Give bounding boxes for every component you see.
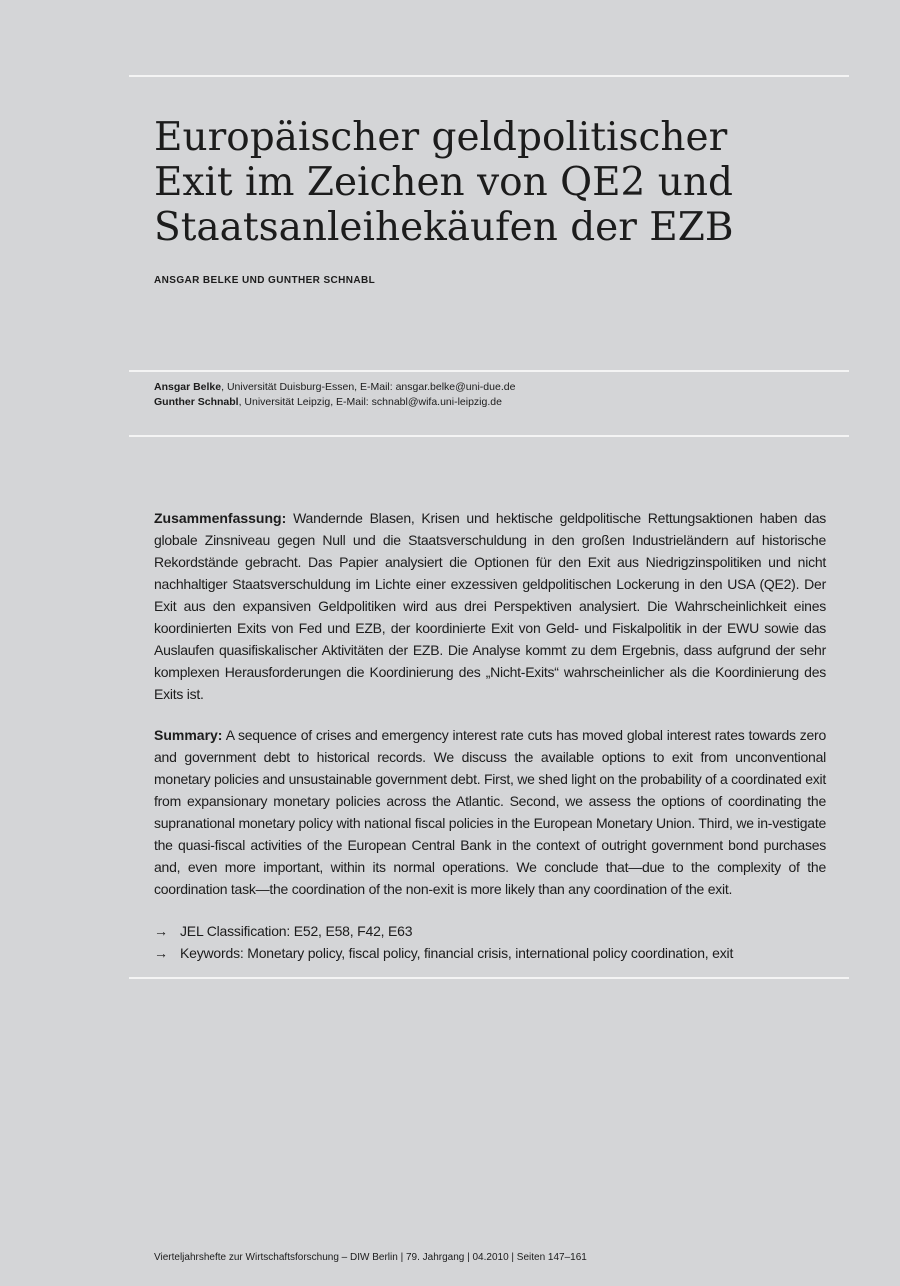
- affiliation-top-divider: [129, 370, 849, 372]
- jel-classification: [154, 920, 733, 942]
- author-byline: ANSGAR BELKE UND GUNTHER SCHNABL: [154, 275, 376, 286]
- arrow-right-icon: →: [154, 945, 168, 961]
- title-line-3: Staatsanleihekäufen der EZB: [154, 205, 734, 250]
- paper-title: [154, 115, 844, 250]
- top-divider: [129, 75, 849, 77]
- abstract-german-label: Zusammenfassung:: [154, 510, 287, 526]
- abstract-english: [154, 724, 826, 900]
- affiliations: [154, 380, 515, 410]
- jel-classification-text: JEL Classification: E52, E58, F42, E63: [180, 923, 413, 939]
- abstract-german: [154, 507, 826, 705]
- arrow-right-icon: →: [154, 923, 168, 939]
- title-line-2: Exit im Zeichen von QE2 und: [154, 160, 733, 205]
- affiliation-2: [154, 395, 515, 410]
- title-line-1: Europäischer geldpolitischer: [154, 115, 728, 160]
- abstract-german-text: Wandernde Blasen, Krisen und hektische geldpolitische Rettungsaktionen haben das globale Zinsniveau gegen Null und die Staatsverschuldung in den großen Industrieländern auf historische Rekordstände gebracht. Das Papier analysiert die Optionen für den Exit aus Niedrigzinspolitiken und nicht nachhaltiger Staatsverschuldung im Lichte einer exzessiven geldpolitischen Lockerung in den USA (QE2). Der Exit aus den expansiven Geldpolitiken wird aus drei Perspektiven analysiert. Die Wahrscheinlichkeit eines koordinierten Exits von Fed und EZB, der koordinierte Exit von Geld- und Fiskalpolitik in der EWU sowie das Auslaufen quasifiskalischer Aktivitäten der EZB. Die Analyse kommt zu dem Ergebnis, dass aufgrund der sehr komplexen Herausforderungen die Koordinierung des „Nicht-Exits“ wahrscheinlicher als die Koordinierung des Exits ist.: [154, 510, 826, 702]
- affiliation-1-name: Ansgar Belke: [154, 381, 222, 393]
- abstract-english-text: A sequence of crises and emergency interest rate cuts has moved global interest rates towards zero and government debt to historical records. We discuss the available options to exit from unconventional monetary policies and unsustainable government debt. First, we shed light on the probability of a coordinated exit from expansionary monetary policies across the Atlantic. Second, we assess the options of coordinating the supranational monetary policy with national fiscal policies in the European Monetary Union. Third, we in-vestigate the quasi-fiscal activities of the European Central Bank in the context of outright government bond purchases and, even more important, within its normal operations. We conclude that—due to the complexity of the coordination task—the coordination of the non-exit is more likely than any coordination of the exit.: [154, 727, 826, 897]
- bottom-divider: [129, 977, 849, 979]
- keywords: [154, 942, 733, 964]
- affiliation-2-name: Gunther Schnabl: [154, 396, 239, 408]
- journal-footer: Vierteljahrshefte zur Wirtschaftsforschung – DIW Berlin | 79. Jahrgang | 04.2010 | Seiten 147–161: [154, 1252, 587, 1263]
- affiliation-1-detail: , Universität Duisburg-Essen, E-Mail: ansgar.belke@uni-due.de: [221, 381, 516, 393]
- classification-block: [154, 920, 733, 964]
- affiliation-bottom-divider: [129, 435, 849, 437]
- affiliation-2-detail: , Universität Leipzig, E-Mail: schnabl@wifa.uni-leipzig.de: [238, 396, 502, 408]
- affiliation-1: [154, 380, 515, 395]
- abstract-english-label: Summary:: [154, 727, 223, 743]
- keywords-text: Keywords: Monetary policy, fiscal policy, financial crisis, international policy coordination, exit: [180, 945, 734, 961]
